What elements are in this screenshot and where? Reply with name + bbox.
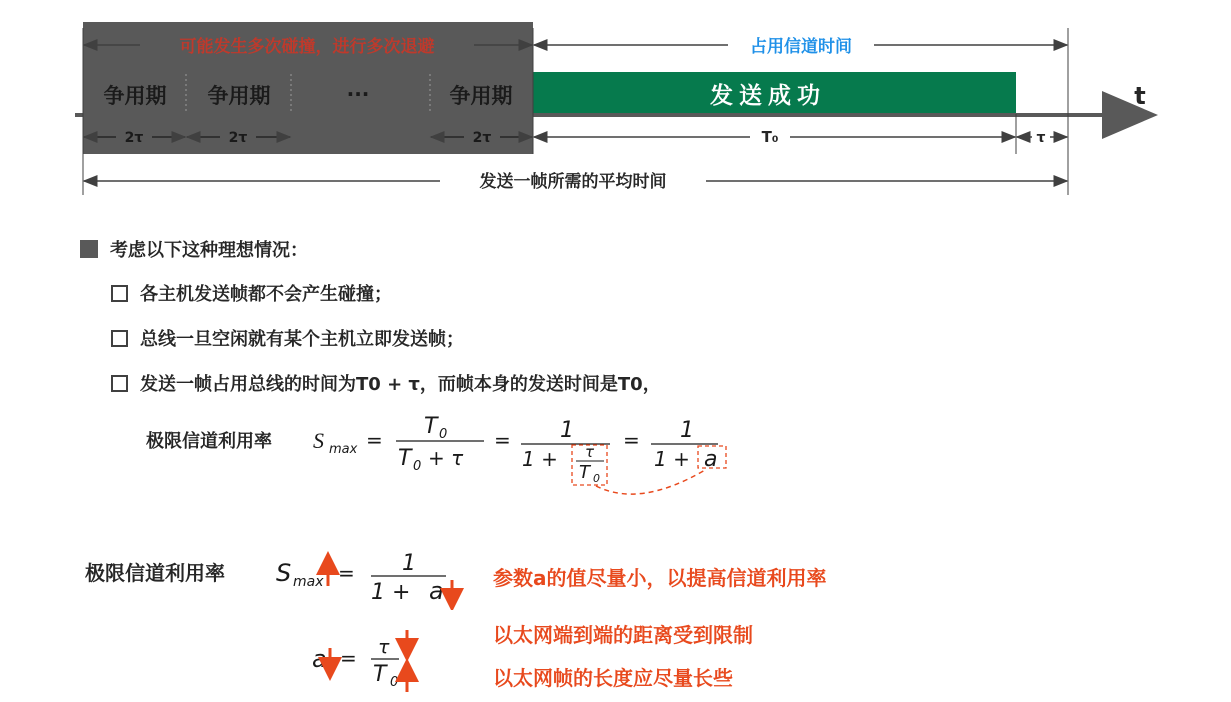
formula2-max: max (293, 574, 324, 590)
filled-square-icon (80, 240, 98, 258)
empty-square-icon (111, 285, 128, 302)
formula1-eq-3: = (623, 428, 640, 452)
formula1-eq-2: = (494, 428, 511, 452)
frac2-num: 1 (560, 418, 574, 443)
frac1-num: T (424, 414, 438, 439)
formula3-a: a (312, 645, 327, 673)
frac2-inner-den-sub: 0 (593, 472, 600, 485)
frac1-num-sub: 0 (439, 427, 448, 442)
formula2-den-head: 1 + (371, 580, 411, 605)
span-tau-label: τ (1036, 130, 1046, 146)
bullet-item-3 (111, 370, 661, 396)
frac3-den-head: 1 + (654, 447, 690, 471)
frac2-inner-num: τ (585, 443, 595, 461)
formula3-den-sub: 0 (390, 675, 399, 690)
formula3-eq: = (340, 646, 357, 670)
formula1-eq-1: = (366, 428, 383, 452)
bullet-item-2-text: 总线一旦空闲就有某个主机立即发送帧； (140, 329, 464, 350)
formula2-eq: = (338, 561, 355, 585)
bullet-main-text: 考虑以下这种理想情况： (110, 240, 308, 261)
contention-label-1: 争用期 (103, 84, 167, 108)
empty-square-icon (111, 330, 128, 347)
contention-label-2: 争用期 (207, 84, 271, 108)
collision-label: 可能发生多次碰撞，进行多次退避 (179, 37, 435, 57)
frac2-inner-den: T (579, 462, 590, 483)
formula3-num: τ (378, 636, 390, 658)
formula-1 (0, 400, 1231, 510)
span-2tau-2-label: 2τ (228, 130, 248, 146)
frac1-den-sub: 0 (413, 459, 422, 474)
formula3-note-1: 以太网端到端的距离受到限制 (493, 623, 753, 647)
avg-time-label: 发送一帧所需的平均时间 (479, 172, 667, 192)
formula-3 (0, 612, 1231, 698)
frac2-den-head: 1 + (522, 447, 558, 471)
bullet-item-1 (111, 280, 392, 306)
timeline-diagram (0, 0, 1231, 210)
empty-square-icon (111, 375, 128, 392)
formula2-den-var: a (429, 577, 444, 605)
frac1-den-tail: + τ (428, 446, 464, 470)
formula-2 (0, 540, 1231, 610)
ellipsis-label: ··· (346, 82, 370, 106)
bullet-item-3-text: 发送一帧占用总线的时间为T0 + τ，而帧本身的发送时间是T0， (140, 374, 661, 395)
formula1-S: S (313, 428, 324, 453)
frac3-den-var: a (704, 447, 718, 472)
formula3-note-2: 以太网帧的长度应尽量长些 (493, 666, 733, 690)
formula1-max: max (329, 442, 358, 457)
formula1-label: 极限信道利用率 (146, 431, 272, 452)
frac3-num: 1 (680, 418, 694, 443)
formula2-S: S (276, 559, 292, 587)
success-label: 发送成功 (710, 83, 826, 109)
bullet-item-2 (111, 325, 464, 351)
bullet-main (80, 236, 308, 262)
bullet-item-1-text: 各主机发送帧都不会产生碰撞； (140, 284, 392, 305)
span-2tau-3-label: 2τ (472, 130, 492, 146)
contention-label-3: 争用期 (449, 84, 513, 108)
axis-t-label: t (1134, 82, 1146, 110)
span-T0-label: T₀ (761, 128, 779, 146)
formula2-label: 极限信道利用率 (85, 561, 225, 585)
formula2-note: 参数a的值尽量小，以提高信道利用率 (493, 566, 827, 590)
frac1-den: T (398, 446, 412, 471)
formula2-num: 1 (402, 551, 416, 576)
occupy-label: 占用信道时间 (750, 37, 852, 57)
substitution-curve (596, 470, 705, 494)
span-2tau-1-label: 2τ (124, 130, 144, 146)
formula3-den: T (373, 662, 387, 687)
